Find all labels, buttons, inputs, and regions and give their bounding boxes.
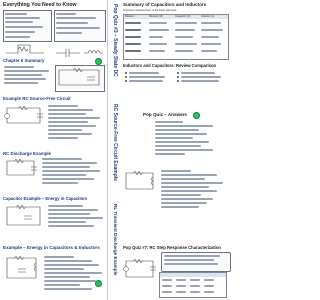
text-line: [56, 22, 88, 24]
table-cell: [149, 36, 163, 38]
text-line: [48, 213, 90, 215]
text-line: [129, 72, 159, 74]
text-line: [44, 284, 80, 286]
ic-comparison-heading: Inductors and Capacitors: Review Comparison: [123, 63, 217, 68]
text-line: [161, 178, 205, 180]
text-line: [4, 70, 49, 72]
green-check-icon: [193, 112, 200, 119]
step-response-heading: Pop Quiz #7: RC Step Response Characterization: [123, 245, 221, 250]
table-cell: [125, 50, 141, 52]
table-cell: [149, 50, 165, 52]
text-line: [181, 76, 221, 78]
column-divider: [107, 0, 108, 300]
capacitor-energy-heading: Capacitor Example – Energy in Capacitors: [3, 196, 88, 201]
right-column: [121, 0, 231, 300]
center-spine: [107, 0, 121, 300]
table-cell: [201, 29, 223, 31]
text-line: [181, 80, 219, 82]
text-line: [48, 129, 82, 131]
table-cell: [125, 36, 141, 38]
text-line: [161, 174, 217, 176]
bullet: [125, 72, 127, 74]
table-cell: [149, 43, 167, 45]
table-cell: [175, 50, 193, 52]
green-check-icon: [95, 58, 102, 65]
text-line: [155, 121, 183, 123]
text-line: [4, 82, 38, 84]
table-cell: [149, 22, 167, 24]
text-line: [129, 80, 163, 82]
text-line: [44, 264, 99, 266]
text-line: [5, 21, 33, 23]
text-line: [161, 190, 217, 192]
table-cell: [204, 291, 214, 293]
text-line: [48, 105, 78, 107]
bullet: [177, 80, 179, 82]
text-line: [164, 255, 220, 257]
text-line: [48, 209, 98, 211]
capacitor-energy-circuit: [4, 204, 44, 228]
table-cell: [162, 285, 172, 287]
text-line: [56, 17, 96, 19]
col-inductor: Inductor (L): [201, 14, 215, 18]
text-line: [48, 133, 92, 135]
table-cell: [175, 29, 195, 31]
table-cell: [125, 29, 141, 31]
summary-title: Summary of Capacitors and Inductors: [123, 2, 207, 7]
table-cell: [201, 43, 221, 45]
page-title: Everything You Need to Know: [3, 2, 77, 8]
step-table-header: [160, 273, 226, 277]
rc-source-free-heading: Example RC Source-Free Circuit: [3, 96, 71, 101]
table-cell: [162, 291, 172, 293]
text-line: [5, 13, 27, 15]
text-line: [161, 206, 199, 208]
text-line: [56, 32, 82, 34]
bullet: [125, 76, 127, 78]
table-cell: [175, 43, 197, 45]
left-column: [0, 0, 107, 300]
table-cell: [190, 291, 200, 293]
text-line: [4, 74, 42, 76]
table-cell: [162, 279, 172, 281]
text-line: [42, 170, 100, 172]
text-line: [4, 66, 34, 68]
spine-label-middle: RC Source-Free Circuit Example: [112, 104, 118, 181]
table-cell: [176, 291, 186, 293]
energy-circuit-diagram: [4, 255, 40, 281]
rc-circuit-diagram: [4, 104, 44, 126]
table-cell: [190, 279, 200, 281]
table-cell: [175, 22, 197, 24]
chapter6-summary-heading: Chapter 6 Summary: [3, 58, 45, 63]
text-line: [42, 158, 82, 160]
table-cell: [204, 279, 214, 281]
text-line: [155, 133, 207, 135]
rc-discharge-circuit: [4, 158, 38, 178]
text-line: [48, 113, 86, 115]
text-line: [42, 178, 94, 180]
text-line: [44, 276, 90, 278]
text-line: [56, 13, 76, 15]
rc-step-circuit: [123, 258, 157, 280]
text-line: [44, 268, 84, 270]
text-line: [164, 263, 218, 265]
text-line: [48, 117, 100, 119]
text-line: [48, 137, 78, 139]
text-line: [42, 166, 90, 168]
circuit-schematics-row: [4, 43, 104, 57]
text-line: [48, 205, 83, 207]
bullet: [177, 76, 179, 78]
table-cell: [204, 285, 214, 287]
table-cell: [125, 22, 141, 24]
table-cell: [190, 285, 200, 287]
text-line: [5, 26, 43, 28]
text-line: [155, 153, 185, 155]
text-line: [42, 182, 78, 184]
text-line: [161, 186, 209, 188]
text-line: [155, 141, 209, 143]
text-line: [161, 170, 191, 172]
text-line: [155, 137, 193, 139]
text-line: [161, 198, 213, 200]
col-resistor: Resistor (R): [149, 14, 163, 18]
table-cell: [176, 279, 186, 281]
text-line: [48, 225, 94, 227]
bullet: [125, 80, 127, 82]
text-line: [164, 259, 214, 261]
text-line: [161, 182, 223, 184]
text-line: [5, 17, 40, 19]
summary-subtitle: Important characteristics of the basic elements: [123, 9, 177, 12]
text-line: [44, 260, 92, 262]
capacitor-notes-box: [54, 10, 106, 42]
table-cell: [201, 22, 221, 24]
text-line: [42, 174, 86, 176]
spine-label-top: Pop Quiz #3 – Steady State DC: [112, 4, 118, 77]
text-line: [56, 27, 100, 29]
text-line: [48, 109, 93, 111]
text-line: [161, 202, 207, 204]
green-check-icon: [95, 280, 102, 287]
table-cell: [176, 285, 186, 287]
table-cell: [201, 36, 219, 38]
text-line: [44, 288, 92, 290]
text-line: [155, 125, 213, 127]
text-line: [42, 162, 97, 164]
rl-circuit-diagram: [123, 170, 157, 192]
summary-circuit-icon: [57, 67, 101, 88]
text-line: [44, 272, 102, 274]
text-line: [5, 31, 35, 33]
text-line: [4, 78, 46, 80]
col-relation: Relation: [125, 14, 135, 18]
text-line: [44, 256, 74, 258]
table-cell: [125, 43, 141, 45]
table-cell: [175, 36, 193, 38]
rc-discharge-heading: RC Discharge Example: [3, 151, 52, 156]
pop-quiz-answers-heading: Pop Quiz – Answers: [143, 112, 187, 117]
bullet: [177, 72, 179, 74]
text-line: [48, 121, 88, 123]
text-line: [155, 129, 199, 131]
text-line: [181, 72, 215, 74]
text-line: [155, 145, 201, 147]
energy-cap-ind-heading: Example – Energy in Capacitors & Inductors: [3, 245, 100, 250]
table-cell: [149, 29, 169, 31]
spine-label-bottom: RL Transient Discharge Example: [113, 204, 118, 276]
text-line: [48, 217, 103, 219]
text-line: [5, 36, 30, 38]
col-capacitor: Capacitor (C): [175, 14, 191, 18]
text-line: [129, 76, 165, 78]
text-line: [44, 280, 96, 282]
text-line: [48, 221, 86, 223]
table-cell: [201, 50, 217, 52]
text-line: [155, 149, 213, 151]
text-line: [161, 194, 201, 196]
text-line: [48, 125, 96, 127]
